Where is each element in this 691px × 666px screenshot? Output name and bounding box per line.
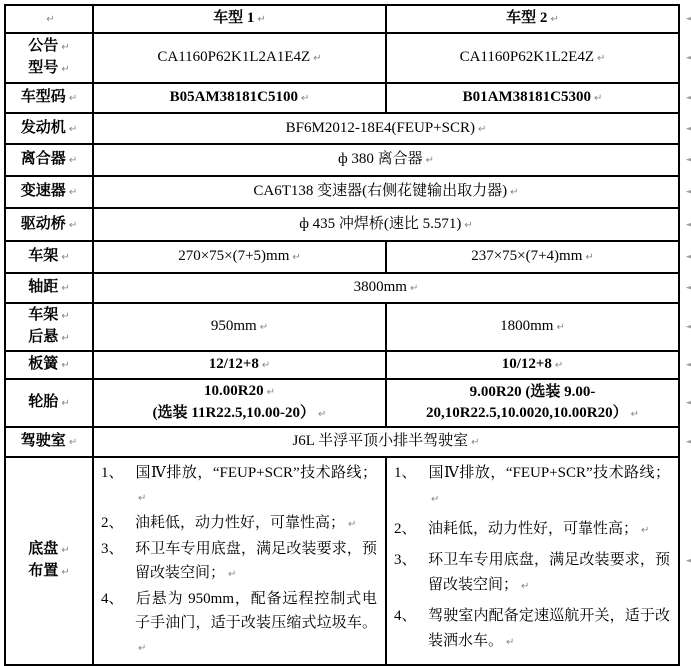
table-row-tires: [5, 379, 679, 427]
transmission-value: [93, 176, 691, 208]
vehicle-spec-table: [4, 4, 691, 666]
cell-text: CA1160P62K1L2E4Z: [459, 49, 595, 66]
return-mark-icon: ↵: [464, 219, 473, 231]
chassis-layout-list-1: [93, 457, 386, 665]
return-mark-icon: ↵: [138, 643, 147, 654]
return-mark-icon: ↵: [261, 360, 271, 372]
row-end-mark-icon: ◄: [685, 93, 691, 102]
tires-value-2: [386, 379, 691, 427]
return-mark-icon: ↵: [477, 123, 487, 135]
return-mark-icon: ↵: [425, 155, 435, 167]
list-text: 油耗低，动力性好，可靠性高；: [135, 515, 346, 531]
row-end-mark-icon: ◄: [685, 437, 691, 446]
list-item: [101, 587, 377, 661]
return-mark-icon: ↵: [630, 408, 640, 420]
row-end-mark-icon: ◄: [685, 53, 691, 62]
table-row-model-code: [5, 83, 679, 113]
table-row-drive-axle: [5, 208, 679, 241]
row-label-frame: [5, 241, 93, 273]
label-text: 布置: [28, 563, 59, 579]
row-label-engine: [5, 113, 93, 144]
row-label-notice-number: [5, 33, 93, 83]
label-text: 变速器: [20, 183, 66, 200]
list-number: 4、: [394, 608, 417, 624]
return-mark-icon: ↵: [506, 637, 515, 648]
list-item: [101, 511, 377, 537]
return-mark-icon: ↵: [593, 93, 603, 105]
return-mark-icon: ↵: [641, 525, 650, 536]
cell-text: 20,10R22.5,10.0020,10.00R20）: [425, 404, 628, 421]
cell-text: 12/12+8: [208, 356, 259, 373]
table-row-wheelbase: [5, 273, 679, 303]
list-number: 3、: [394, 552, 417, 568]
list-number: 4、: [101, 591, 124, 607]
return-mark-icon: ↵: [61, 360, 70, 372]
row-end-mark-icon: ◄: [685, 283, 691, 292]
header-text: 车型 1: [213, 10, 255, 27]
list-text: 后悬为 950mm，配备远程控制式电子手油门，适于改装压缩式垃圾车。: [135, 591, 377, 631]
rear-overhang-value-2: [386, 303, 691, 351]
row-label-cab: [5, 427, 93, 457]
cell-text: 237×75×(7+4)mm: [471, 248, 583, 265]
label-text: 发动机: [20, 119, 66, 136]
return-mark-icon: ↵: [68, 219, 78, 231]
model-code-value-2: [386, 83, 691, 113]
label-text: 板簧: [28, 356, 59, 373]
cell-text: 10.00R20: [204, 383, 264, 399]
table-row-leaf-spring: [5, 351, 679, 379]
row-label-chassis-layout: [5, 457, 93, 665]
cell-text: BF6M2012-18E4(FEUP+SCR): [285, 119, 475, 136]
cell-text: CA6T138 变速器(右侧花键输出取力器): [253, 183, 508, 200]
cell-text: 10/12+8: [501, 356, 552, 373]
cell-text: 950mm: [210, 318, 257, 335]
row-label-drive-axle: [5, 208, 93, 241]
return-mark-icon: ↵: [61, 64, 70, 75]
table-row-cab: [5, 427, 679, 457]
row-end-mark-icon: ◄: [685, 219, 691, 228]
table-row-clutch: [5, 144, 679, 176]
list-number: 3、: [101, 541, 124, 557]
row-label-wheelbase: [5, 273, 93, 303]
cell-text: CA1160P62K1L2A1E4Z: [157, 49, 311, 66]
row-label-model-code: [5, 83, 93, 113]
table-row-chassis-layout: [5, 457, 679, 665]
return-mark-icon: ↵: [257, 14, 266, 26]
label-text: 车架: [28, 307, 59, 323]
header-corner-cell: [5, 5, 93, 33]
return-mark-icon: ↵: [521, 581, 530, 592]
row-end-mark-icon: ◄: [685, 556, 691, 565]
table-row-transmission: [5, 176, 679, 208]
return-mark-icon: ↵: [313, 53, 322, 65]
list-item: [394, 461, 670, 512]
cell-text: ф 380 离合器: [337, 151, 423, 168]
row-label-transmission: [5, 176, 93, 208]
label-text: 车型码: [20, 89, 66, 106]
return-mark-icon: ↵: [228, 569, 237, 580]
cell-text: 9.00R20 (选装 9.00-: [469, 383, 596, 400]
list-item: [101, 461, 377, 511]
return-mark-icon: ↵: [68, 155, 78, 167]
table-row-rear-overhang: [5, 303, 679, 351]
label-text: 驱动桥: [20, 215, 66, 232]
return-mark-icon: ↵: [550, 14, 559, 26]
list-number: 1、: [394, 465, 417, 481]
return-mark-icon: ↵: [556, 322, 565, 334]
return-mark-icon: ↵: [510, 187, 519, 199]
list-item: [394, 548, 670, 599]
clutch-value: [93, 144, 691, 176]
list-text: 驾驶室内配备定速巡航开关，适于改装洒水车。: [428, 608, 670, 649]
cell-text: B05AM38181C5100: [169, 89, 298, 106]
table-row-header: [5, 5, 679, 33]
return-mark-icon: ↵: [318, 409, 327, 420]
row-label-leaf-spring: [5, 351, 93, 379]
label-text: 离合器: [20, 151, 66, 168]
return-mark-icon: ↵: [292, 252, 301, 264]
label-text: 公告: [28, 38, 59, 54]
list-item: [394, 604, 670, 655]
row-end-mark-icon: ◄: [685, 398, 691, 407]
label-text: 轮胎: [28, 394, 59, 411]
row-label-rear-overhang: [5, 303, 93, 351]
return-mark-icon: ↵: [138, 493, 147, 504]
model-code-value-1: [93, 83, 386, 113]
return-mark-icon: ↵: [409, 283, 419, 295]
return-mark-icon: ↵: [68, 437, 78, 449]
return-mark-icon: ↵: [266, 387, 275, 398]
return-mark-icon: ↵: [61, 42, 70, 53]
list-item: [394, 517, 670, 543]
return-mark-icon: ↵: [61, 283, 70, 295]
label-text: 轴距: [28, 279, 59, 296]
return-mark-icon: ↵: [61, 311, 70, 322]
return-mark-icon: ↵: [300, 93, 310, 105]
return-mark-icon: ↵: [61, 545, 70, 556]
list-text: 油耗低，动力性好，可靠性高；: [428, 521, 639, 537]
header-model-1: [93, 5, 386, 33]
row-label-clutch: [5, 144, 93, 176]
return-mark-icon: ↵: [61, 333, 70, 344]
list-text: 国Ⅳ排放，“FEUP+SCR”技术路线；: [428, 465, 670, 481]
cell-text: J6L 半浮平顶小排半驾驶室: [292, 433, 469, 450]
return-mark-icon: ↵: [348, 519, 357, 530]
label-text: 车架: [28, 248, 59, 265]
label-text: 后悬: [28, 329, 59, 345]
list-item: [101, 537, 377, 587]
cell-text: 1800mm: [500, 318, 554, 335]
return-mark-icon: ↵: [471, 437, 480, 449]
list-number: 2、: [394, 521, 417, 537]
return-mark-icon: ↵: [68, 93, 78, 105]
table-row-engine: [5, 113, 679, 144]
wheelbase-value: [93, 273, 691, 303]
frame-value-2: [386, 241, 691, 273]
label-text: 驾驶室: [20, 433, 66, 450]
cell-text: (选装 11R22.5,10.00-20）: [152, 405, 316, 421]
engine-value: [93, 113, 691, 144]
row-end-mark-icon: ◄: [685, 322, 691, 331]
return-mark-icon: ↵: [61, 567, 70, 578]
row-end-mark-icon: ◄: [685, 14, 691, 23]
row-end-mark-icon: ◄: [685, 123, 691, 132]
leaf-spring-value-1: [93, 351, 386, 379]
return-mark-icon: ↵: [259, 322, 269, 334]
frame-value-1: [93, 241, 386, 273]
cell-text: ф 435 冲焊桥(速比 5.571): [299, 215, 462, 232]
return-mark-icon: ↵: [431, 494, 440, 505]
leaf-spring-value-2: [386, 351, 691, 379]
return-mark-icon: ↵: [61, 252, 70, 264]
list-text: 环卫车专用底盘，满足改装要求，预留改装空间；: [135, 541, 377, 581]
return-mark-icon: ↵: [68, 187, 78, 199]
list-text: 国Ⅳ排放，“FEUP+SCR”技术路线；: [135, 465, 377, 481]
chassis-layout-list-2: [386, 457, 691, 665]
cell-text: B01AM38181C5300: [462, 89, 591, 106]
cab-value: [93, 427, 691, 457]
row-label-tires: [5, 379, 93, 427]
list-number: 1、: [101, 465, 124, 481]
cell-text: 3800mm: [353, 279, 407, 296]
label-text: 型号: [28, 60, 59, 76]
return-mark-icon: ↵: [597, 53, 606, 65]
return-mark-icon: ↵: [61, 398, 70, 410]
row-end-mark-icon: ◄: [685, 360, 691, 369]
list-number: 2、: [101, 515, 124, 531]
row-end-mark-icon: ◄: [685, 155, 691, 164]
list-text: 环卫车专用底盘，满足改装要求，预留改装空间；: [428, 552, 670, 593]
row-end-mark-icon: ◄: [685, 252, 691, 261]
rear-overhang-value-1: [93, 303, 386, 351]
return-mark-icon: ↵: [68, 123, 78, 135]
tires-value-1: [93, 379, 386, 427]
notice-number-value-2: [386, 33, 691, 83]
drive-axle-value: [93, 208, 691, 241]
header-model-2: [386, 5, 691, 33]
return-mark-icon: ↵: [46, 14, 55, 26]
notice-number-value-1: [93, 33, 386, 83]
return-mark-icon: ↵: [585, 252, 594, 264]
row-end-mark-icon: ◄: [685, 187, 691, 196]
table-row-frame: [5, 241, 679, 273]
cell-text: 270×75×(7+5)mm: [178, 248, 290, 265]
return-mark-icon: ↵: [554, 360, 564, 372]
header-text: 车型 2: [506, 10, 548, 27]
table-row-notice-number: [5, 33, 679, 83]
label-text: 底盘: [28, 541, 59, 557]
